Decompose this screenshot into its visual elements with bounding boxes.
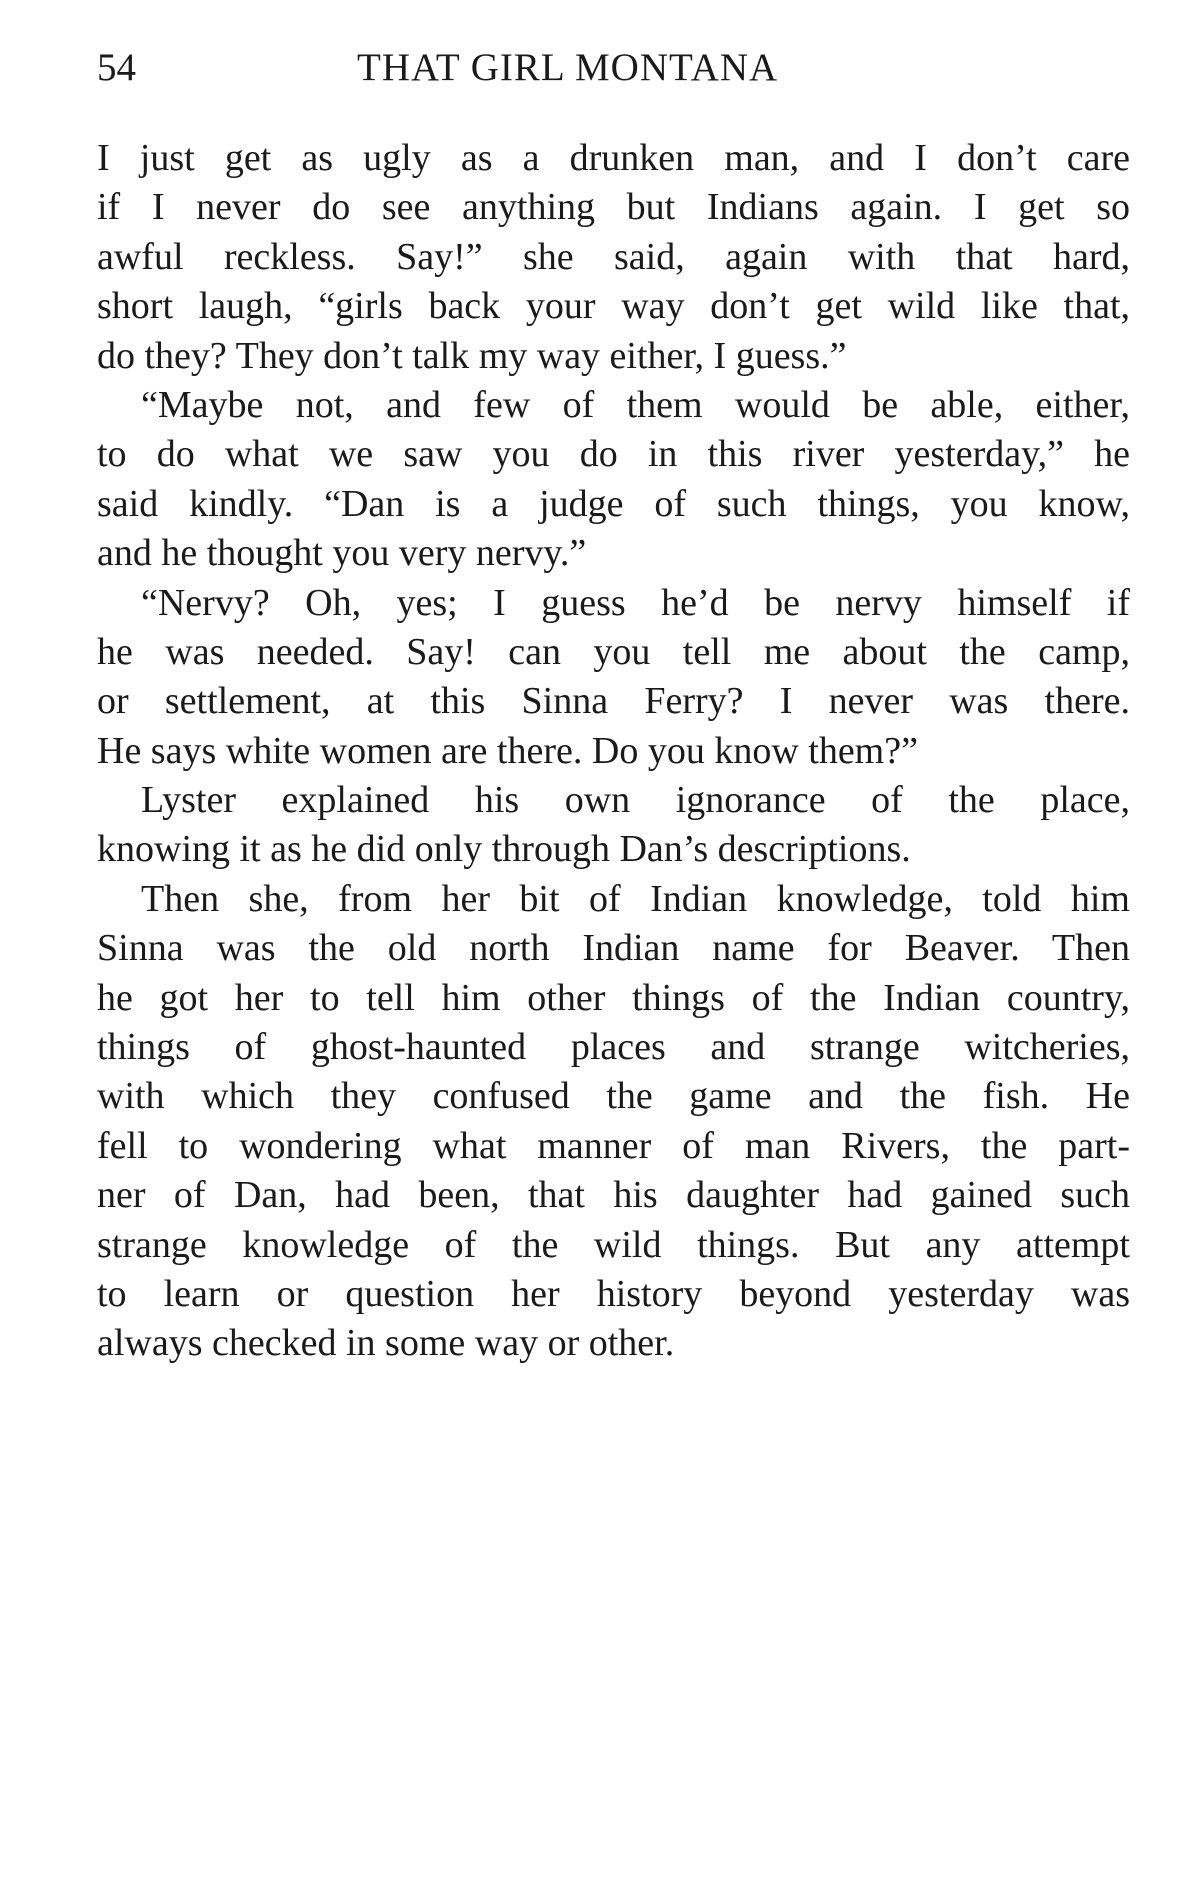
text-line: to learn or question her history beyond yesterday was bbox=[97, 1272, 1130, 1315]
text-line: Sinna was the old north Indian name for Beaver. Then bbox=[97, 927, 1130, 970]
text-line: things of ghost-haunted places and strange witcheries, bbox=[97, 1026, 1130, 1069]
text-line: to do what we saw you do in this river yesterday,” he bbox=[97, 433, 1130, 476]
text-line: always checked in some way or other. bbox=[97, 1322, 675, 1365]
text-line: Then she, from her bit of Indian knowledge, told him bbox=[141, 877, 1130, 920]
text-line: I just get as ugly as a drunken man, and I don’t care bbox=[97, 137, 1130, 179]
text-line: short laugh, “girls back your way don’t get wild like that, bbox=[97, 285, 1130, 328]
page-header bbox=[97, 38, 1097, 98]
text-line: he was needed. Say! can you tell me about the camp, bbox=[97, 630, 1130, 673]
text-line: fell to wondering what manner of man Rivers, the part- bbox=[97, 1124, 1130, 1167]
text-line: or settlement, at this Sinna Ferry? I never was there. bbox=[97, 680, 1130, 723]
page-number: 54 bbox=[97, 46, 136, 89]
text-line: awful reckless. Say!” she said, again with that hard, bbox=[97, 235, 1130, 278]
text-line: he got her to tell him other things of the Indian country, bbox=[97, 976, 1130, 1019]
text-line: do they? They don’t talk my way either, I guess.” bbox=[97, 334, 847, 377]
text-line: with which they confused the game and the fish. He bbox=[97, 1075, 1130, 1118]
text-line: ner of Dan, had been, that his daughter had gained such bbox=[97, 1174, 1130, 1217]
text-line: “Maybe not, and few of them would be able, either, bbox=[141, 383, 1130, 426]
text-line: “Nervy? Oh, yes; I guess he’d be nervy himself if bbox=[141, 581, 1130, 624]
text-line: knowing it as he did only through Dan’s descriptions. bbox=[97, 828, 911, 871]
body-text bbox=[97, 134, 1130, 1369]
text-line: and he thought you very nervy.” bbox=[97, 532, 587, 575]
text-line: Lyster explained his own ignorance of the place, bbox=[141, 779, 1130, 822]
text-line: if I never do see anything but Indians again. I get so bbox=[97, 186, 1130, 229]
running-head: THAT GIRL MONTANA bbox=[357, 46, 779, 89]
text-line: strange knowledge of the wild things. But any attempt bbox=[97, 1223, 1130, 1266]
text-line: said kindly. “Dan is a judge of such things, you know, bbox=[97, 482, 1130, 525]
text-line: He says white women are there. Do you know them?” bbox=[97, 729, 918, 772]
